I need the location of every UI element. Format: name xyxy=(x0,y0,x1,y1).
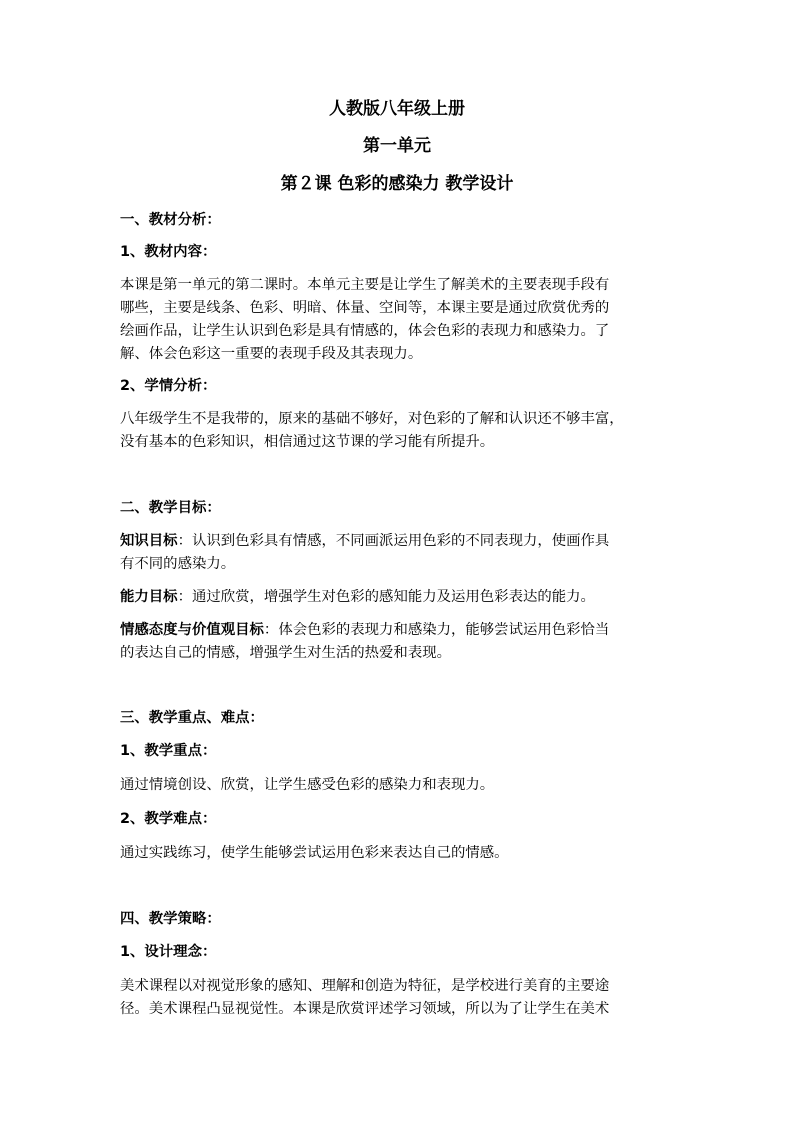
goal-ability-line xyxy=(120,586,700,608)
goal-emotion-line xyxy=(120,619,700,641)
document-title-lesson: 第２课 色彩的感染力 教学设计 xyxy=(280,174,514,194)
goal-emotion-text: ：体会色彩的表现力和感染力，能够尝试运用色彩恰当 xyxy=(263,622,610,638)
goal-ability-text: ：通过欣赏，增强学生对色彩的感知能力及运用色彩表达的能力。 xyxy=(177,589,595,605)
subheading-difficulty: 2、教学难点： xyxy=(120,811,217,827)
subheading-textbook-content: 1、教材内容： xyxy=(120,244,217,260)
document-title-unit: 第一单元 xyxy=(363,136,431,156)
paragraph-line: 美术课程以对视觉形象的感知、理解和创造为特征，是学校进行美育的主要途 xyxy=(120,978,610,994)
goal-knowledge-line xyxy=(120,530,700,552)
section-heading-key-points: 三、教学重点、难点： xyxy=(120,710,264,726)
paragraph-line: 哪些，主要是线条、色彩、明暗、体量、空间等，本课主要是通过欣赏优秀的 xyxy=(120,300,610,316)
paragraph-line: 八年级学生不是我带的，原来的基础不够好，对色彩的了解和认识还不够丰富， xyxy=(120,411,624,427)
paragraph-line: 的表达自己的情感，增强学生对生活的热爱和表现。 xyxy=(120,645,451,661)
goal-ability-label: 能力目标 xyxy=(120,589,178,605)
subheading-design-concept: 1、设计理念： xyxy=(120,944,217,960)
subheading-student-analysis: 2、学情分析： xyxy=(120,378,217,394)
paragraph-line: 绘画作品，让学生认识到色彩是具有情感的，体会色彩的表现力和感染力。了 xyxy=(120,323,610,339)
goal-knowledge-label: 知识目标 xyxy=(120,533,178,549)
paragraph-line: 径。美术课程凸显视觉性。本课是欣赏评述学习领域，所以为了让学生在美术 xyxy=(120,1001,610,1017)
paragraph-line: 通过实践练习，使学生能够尝试运用色彩来表达自己的情感。 xyxy=(120,845,509,861)
document-title-textbook: 人教版八年级上册 xyxy=(329,99,465,119)
goal-emotion-label: 情感态度与价值观目标 xyxy=(120,622,264,638)
goal-knowledge-text: ：认识到色彩具有情感，不同画派运用色彩的不同表现力，使画作具 xyxy=(177,533,610,549)
subheading-key-point: 1、教学重点： xyxy=(120,743,217,759)
section-heading-textbook-analysis: 一、教材分析： xyxy=(120,212,221,228)
paragraph-line: 没有基本的色彩知识，相信通过这节课的学习能有所提升。 xyxy=(120,434,495,450)
paragraph-line: 有不同的感染力。 xyxy=(120,556,236,572)
section-heading-teaching-strategy: 四、教学策略： xyxy=(120,911,221,927)
paragraph-line: 通过情境创设、欣赏，让学生感受色彩的感染力和表现力。 xyxy=(120,777,495,793)
section-heading-teaching-goals: 二、教学目标： xyxy=(120,500,221,516)
paragraph-line: 解、体会色彩这一重要的表现手段及其表现力。 xyxy=(120,346,423,362)
paragraph-line: 本课是第一单元的第二课时。本单元主要是让学生了解美术的主要表现手段有 xyxy=(120,277,610,293)
